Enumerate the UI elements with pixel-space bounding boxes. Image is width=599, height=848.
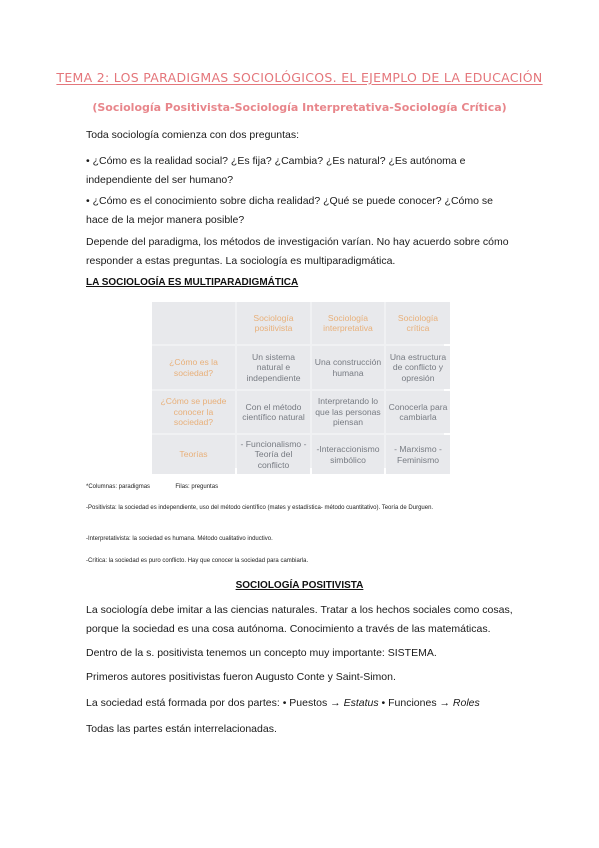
page-subtitle: (Sociología Positivista-Sociología Interpretativa-Sociología Crítica) <box>92 101 507 114</box>
heading-sociologia-positivista: SOCIOLOGÍA POSITIVISTA <box>235 580 364 591</box>
positivista-paragraph-5: Todas las partes están interrelacionadas. <box>86 723 277 735</box>
table-header-cell: Sociología crítica <box>386 302 450 344</box>
parts-mid: • Funciones → <box>378 697 453 709</box>
table-cell: -Interaccionismo simbólico <box>312 435 384 474</box>
note-positivista: -Positivista: la sociedad es independiente, uso del método científico (mates y estadística- método cuantitativo). Teoría de Durguen. <box>86 505 434 511</box>
table-cell: Conocerla para cambiarla <box>386 391 450 433</box>
positivista-paragraph-4 <box>86 694 516 713</box>
table-cell: - Funcionalismo - Teoría del conflicto <box>237 435 310 474</box>
page-title: TEMA 2: LOS PARADIGMAS SOCIOLÓGICOS. EL EJEMPLO DE LA EDUCACIÓN <box>56 70 543 85</box>
table-row-header: ¿Cómo es la sociedad? <box>152 346 235 389</box>
note-columns: *Columnas: paradigmas <box>86 484 151 490</box>
roles-term: Roles <box>452 697 480 709</box>
question-2: • ¿Cómo es el conocimiento sobre dicha realidad? ¿Qué se puede conocer? ¿Cómo se hace de la mejor manera posible? <box>86 195 493 226</box>
heading-multiparadigmatica: LA SOCIOLOGÍA ES MULTIPARADIGMÁTICA <box>86 277 299 288</box>
table-cell: Interpretando lo que las personas piensan <box>312 391 384 433</box>
paradigms-table <box>152 302 448 470</box>
table-row-header: ¿Cómo se puede conocer la sociedad? <box>152 391 235 433</box>
note-rows: Filas: preguntas <box>175 484 219 490</box>
positivista-paragraph-1: La sociología debe imitar a las ciencias naturales. Tratar a los hechos sociales como cosas, porque la sociedad es una cosa autónoma. Conocimiento a través de las matemáticas. <box>86 604 513 635</box>
depends-paragraph: Depende del paradigma, los métodos de investigación varían. No hay acuerdo sobre cómo responder a estas preguntas. La sociología es multiparadigmática. <box>86 236 509 267</box>
table-cell: Una estructura de conflicto y opresión <box>386 346 450 389</box>
table-note-axes <box>86 482 516 493</box>
table-corner <box>152 302 235 344</box>
note-critica: -Crítica: la sociedad es puro conflicto. Hay que conocer la sociedad para cambiarla. <box>86 558 309 564</box>
table-row-header: Teorías <box>152 435 235 474</box>
table-header-cell: Sociología positivista <box>237 302 310 344</box>
positivista-paragraph-3: Primeros autores positivistas fueron Augusto Conte y Saint-Simon. <box>86 671 396 683</box>
positivista-paragraph-2: Dentro de la s. positivista tenemos un concepto muy importante: SISTEMA. <box>86 647 437 659</box>
parts-prefix: La sociedad está formada por dos partes: • Puestos → <box>86 697 344 709</box>
table-cell: Una construcción humana <box>312 346 384 389</box>
note-interpretativista: -Interpretativista: la sociedad es humana. Método cualitativo inductivo. <box>86 536 273 542</box>
question-1: • ¿Cómo es la realidad social? ¿Es fija? ¿Cambia? ¿Es natural? ¿Es autónoma e independiente del ser humano? <box>86 155 466 186</box>
estatus-term: Estatus <box>343 697 379 709</box>
table-header-cell: Sociología interpretativa <box>312 302 384 344</box>
table-cell: - Marxismo - Feminismo <box>386 435 450 474</box>
intro-paragraph: Toda sociología comienza con dos preguntas: <box>86 129 300 141</box>
table-cell: Un sistema natural e independiente <box>237 346 310 389</box>
table-cell: Con el método científico natural <box>237 391 310 433</box>
